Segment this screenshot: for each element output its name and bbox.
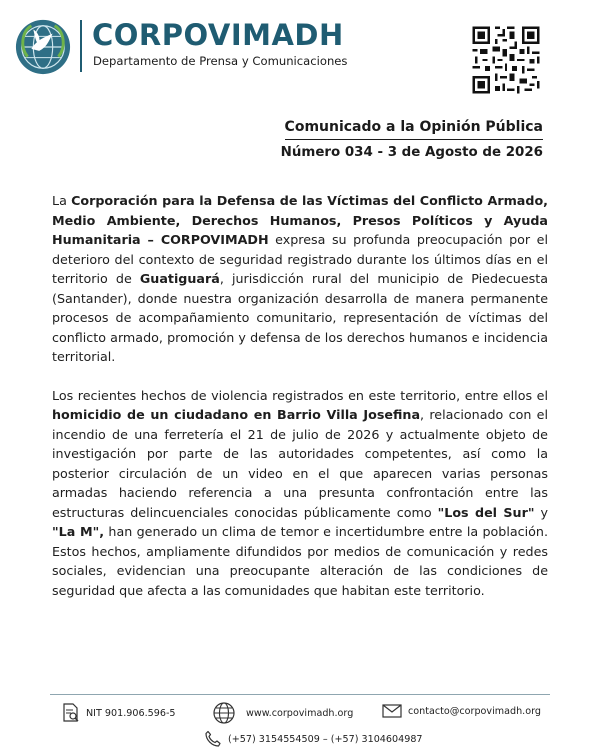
phones-text: (+57) 3154554509 – (+57) 3104604987 [228,733,423,745]
p2-bold-3: "La M", [52,524,105,539]
nit-text: NIT 901.906.596-5 [86,707,176,719]
org-name: CORPOVIMADH [92,18,344,52]
p2-text-1: Los recientes hechos de violencia registrados en este territorio, entre ellos el [52,387,548,403]
communique-heading [281,116,543,162]
p2-text-3: y [534,504,548,520]
communique-number-date: Número 034 - 3 de Agosto de 2026 [280,145,543,160]
footer-nit [62,703,176,723]
document-body [52,191,548,619]
phone-icon [204,730,222,748]
p2-bold-2: "Los del Sur" [437,504,535,520]
website-link[interactable]: www.corpovimadh.org [246,707,354,719]
qr-code-icon [470,24,542,96]
p1-bold-2: Guatiguará [139,271,220,286]
email-link[interactable]: contacto@corpovimadh.org [408,705,541,717]
footer-divider [50,694,550,695]
paragraph-1 [52,191,548,367]
p1-text-2: expresa su profunda preocupación por el deterioro del contexto de seguridad registrado durante los últimos días en el territorio de [52,232,549,286]
dove-globe-logo-icon [14,18,72,76]
footer-phones [204,730,423,748]
paragraph-2 [52,386,548,601]
communique-title: Comunicado a la Opinión Pública [285,118,543,140]
header-divider [80,20,82,72]
p2-text-2: , relacionado con el incendio de una ferretería el 21 de julio de 2026 y actualmente objeto de investigación por parte de las autoridades competentes, así como la posterior circulación de un video en el que aparecen varias personas armadas haciendo referencia a una presunta confrontación entre las estructuras delincuenciales conocidas públicamente como [52,407,548,520]
p1-text-3: , jurisdicción rural del municipio de Piedecuesta (Santander), donde nuestra organización desarrolla de manera permanente procesos de acompañamiento comunitario, representación de víctimas del conflicto armado, promoción y defensa de los derechos humanos e incidencia territorial. [52,271,548,364]
department-name: Departamento de Prensa y Comunicaciones [93,54,348,68]
document-search-icon [62,703,80,723]
envelope-icon [382,703,402,719]
globe-icon [212,701,236,725]
footer-email[interactable] [382,703,541,719]
p2-bold-1: homicidio de un ciudadano en Barrio Villa Josefina [52,407,421,422]
letterhead [14,16,586,108]
p1-bold-1: Corporación para la Defensa de las Víctimas del Conflicto Armado, Medio Ambiente, Derechos Humanos, Presos Políticos y Ayuda Humanitaria – CORPOVIMADH [52,193,548,247]
p1-text-1: La [52,193,72,208]
p2-text-4: han generado un clima de temor e incertidumbre entre la población. Estos hechos, ampliamente difundidos por medios de comunicación y redes sociales, evidencian una preocupante alteración de las condiciones de seguridad que afecta a las comunidades que habitan este territorio. [52,524,548,598]
footer-website[interactable] [212,701,353,725]
